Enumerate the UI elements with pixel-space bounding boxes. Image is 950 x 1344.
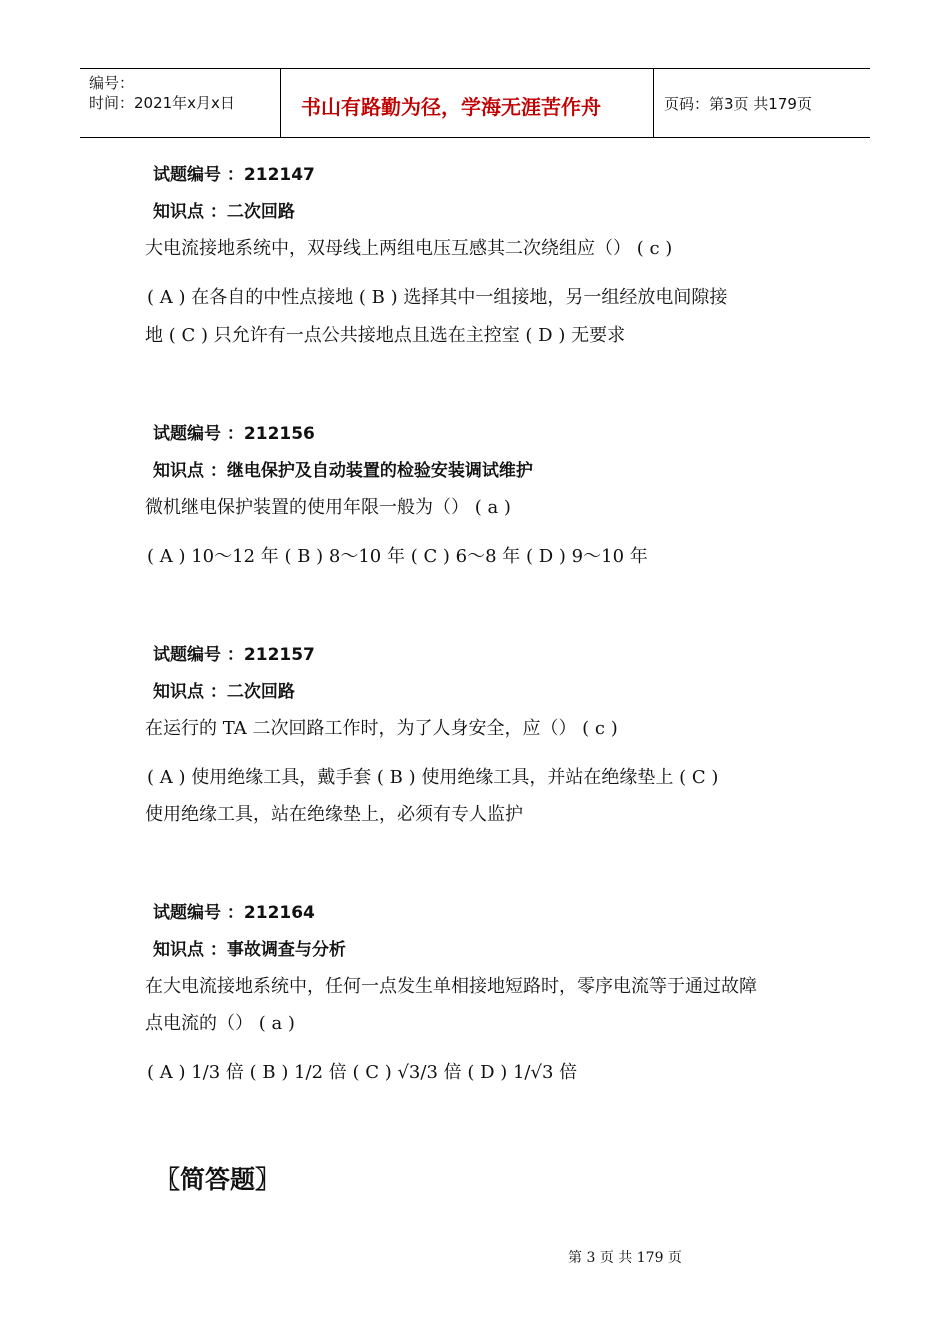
question-stem: 微机继电保护装置的使用年限一般为（） ( a ) [145, 497, 511, 518]
header-page-info: 页码：第3页 共179页 [664, 95, 812, 113]
footer-page-number: 第 3 页 共 179 页 [568, 1250, 682, 1266]
page-footer [0, 1247, 950, 1267]
question-options: 地 ( C ) 只允许有一点公共接地点且选在主控室 ( D ) 无要求 [145, 325, 626, 346]
knowledge-point: 知识点 ：事故调查与分析 [153, 940, 346, 960]
question-id: 试题编号 ：212156 [153, 424, 315, 444]
question-options: ( A ) 10～12 年 ( B ) 8～10 年 ( C ) 6～8 年 ( D ) 9～10 年 [147, 546, 648, 567]
knowledge-point: 知识点 ：继电保护及自动装置的检验安装调试维护 [153, 461, 533, 481]
page-header [80, 68, 870, 138]
question-options: ( A ) 1/3 倍 ( B ) 1/2 倍 ( C ) √3/3 倍 ( D ) 1/√3 倍 [147, 1062, 578, 1083]
header-meta-cell [80, 69, 281, 137]
knowledge-point: 知识点 ：二次回路 [153, 202, 295, 222]
question-stem: 点电流的（） ( a ) [145, 1013, 295, 1034]
header-motto-cell [281, 69, 654, 137]
document-number-label: 编号： [89, 74, 135, 92]
question-id: 试题编号 ：212157 [153, 645, 315, 665]
question-stem: 大电流接地系统中，双母线上两组电压互感其二次绕组应（） ( c ) [145, 238, 673, 259]
document-time-label: 时间：2021年x月x日 [89, 94, 235, 112]
question-options: ( A ) 在各自的中性点接地 ( B ) 选择其中一组接地，另一组经放电间隙接 [147, 287, 728, 308]
question-options: ( A ) 使用绝缘工具，戴手套 ( B ) 使用绝缘工具，并站在绝缘垫上 ( C ) [147, 767, 719, 788]
section-title: 〖简答题〗 [155, 1165, 281, 1194]
knowledge-point: 知识点 ：二次回路 [153, 682, 295, 702]
question-id: 试题编号 ：212147 [153, 165, 315, 185]
question-stem: 在大电流接地系统中，任何一点发生单相接地短路时，零序电流等于通过故障 [145, 976, 757, 997]
header-motto: 书山有路勤为径，学海无涯苦作舟 [301, 95, 601, 119]
question-options: 使用绝缘工具，站在绝缘垫上，必须有专人监护 [145, 804, 523, 825]
question-stem: 在运行的 TA 二次回路工作时，为了人身安全，应（） ( c ) [145, 718, 618, 739]
header-page-cell [654, 69, 870, 137]
question-id: 试题编号 ：212164 [153, 903, 315, 923]
